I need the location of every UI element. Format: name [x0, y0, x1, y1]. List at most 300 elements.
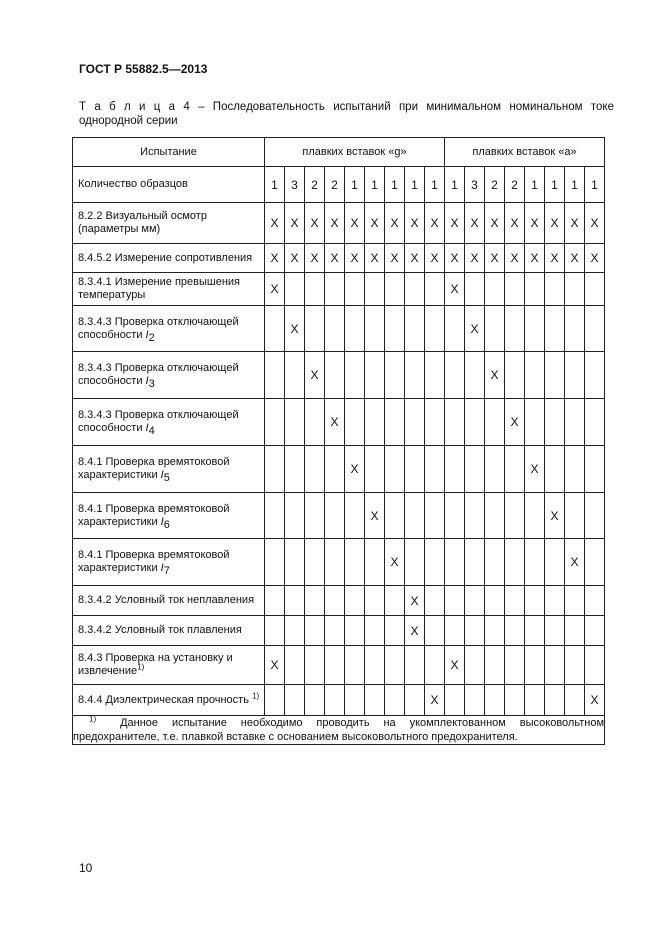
mark-cell [325, 539, 345, 586]
test-name-line-2: способности [78, 375, 146, 387]
current-symbol: I [145, 422, 149, 434]
mark-cell [505, 685, 525, 716]
mark-cell [365, 306, 385, 352]
mark-cell [425, 306, 445, 352]
mark-cell: X [585, 685, 605, 716]
mark-cell [485, 586, 505, 616]
sample-count-cell: 1 [425, 167, 445, 203]
test-name-line-2: способности [78, 422, 146, 434]
mark-cell: X [505, 399, 525, 446]
mark-cell [505, 586, 525, 616]
sample-count-cell: 2 [505, 167, 525, 203]
mark-cell [585, 493, 605, 539]
mark-cell: X [305, 352, 325, 399]
current-subscript: 6 [163, 518, 170, 531]
mark-cell: X [325, 203, 345, 244]
mark-cell [445, 586, 465, 616]
mark-cell [305, 399, 325, 446]
current-symbol: I [160, 469, 164, 481]
mark-cell [525, 586, 545, 616]
mark-cell: X [405, 616, 425, 646]
test-name-line-1: 8.3.4.1 Измерение превышения [78, 276, 241, 288]
current-subscript: 5 [163, 472, 170, 485]
mark-cell [445, 399, 465, 446]
mark-cell [565, 685, 585, 716]
mark-cell [505, 352, 525, 399]
sample-count-cell: 1 [345, 167, 365, 203]
mark-cell [425, 446, 445, 493]
mark-cell [305, 616, 325, 646]
mark-cell [565, 446, 585, 493]
mark-cell [525, 685, 545, 716]
mark-cell: X [345, 203, 365, 244]
mark-cell [465, 399, 485, 446]
document-header: ГОСТ Р 55882.5—2013 [79, 62, 208, 76]
mark-cell [425, 539, 445, 586]
mark-cell [525, 306, 545, 352]
mark-cell: X [505, 203, 525, 244]
mark-cell [305, 493, 325, 539]
mark-cell [385, 446, 405, 493]
mark-cell [485, 493, 505, 539]
mark-cell [405, 273, 425, 306]
mark-cell [545, 306, 565, 352]
sample-count-cell: 3 [465, 167, 485, 203]
mark-cell: X [305, 203, 325, 244]
mark-cell [305, 273, 325, 306]
mark-cell [425, 616, 445, 646]
mark-cell: X [485, 352, 505, 399]
test-name-cell [73, 244, 265, 273]
mark-cell: X [425, 203, 445, 244]
mark-cell [265, 539, 285, 586]
mark-cell [445, 616, 465, 646]
table-row [73, 616, 605, 646]
mark-cell [325, 646, 345, 685]
table-row [73, 539, 605, 586]
mark-cell [445, 446, 465, 493]
mark-cell: X [525, 446, 545, 493]
mark-cell: X [585, 244, 605, 273]
mark-cell [385, 685, 405, 716]
mark-cell [325, 685, 345, 716]
sample-count-cell: 2 [485, 167, 505, 203]
mark-cell [425, 352, 445, 399]
mark-cell [365, 646, 385, 685]
mark-cell [485, 446, 505, 493]
mark-cell: X [445, 273, 465, 306]
mark-cell [585, 586, 605, 616]
table-row [73, 352, 605, 399]
mark-cell [565, 273, 585, 306]
test-name-line-1: 8.3.4.2 Условный ток неплавления [78, 594, 255, 606]
mark-cell [265, 586, 285, 616]
mark-cell: X [405, 586, 425, 616]
current-subscript: 4 [148, 425, 155, 438]
mark-cell [505, 616, 525, 646]
table-row [73, 273, 605, 306]
mark-cell: X [285, 203, 305, 244]
mark-cell [325, 306, 345, 352]
column-header-test: Испытание [73, 138, 265, 167]
table-row [73, 203, 605, 244]
table-row [73, 306, 605, 352]
mark-cell [385, 352, 405, 399]
group-header-g: плавких вставок «g» [265, 138, 445, 167]
mark-cell [285, 685, 305, 716]
mark-cell: X [565, 539, 585, 586]
mark-cell [465, 446, 485, 493]
sample-count-cell: 3 [285, 167, 305, 203]
mark-cell [265, 399, 285, 446]
test-name-line-1: 8.2.2 Визуальный осмотр [78, 210, 207, 222]
mark-cell [545, 685, 565, 716]
mark-cell [545, 616, 565, 646]
mark-cell: X [505, 244, 525, 273]
table-footnote [73, 716, 605, 745]
mark-cell [545, 446, 565, 493]
mark-cell [545, 646, 565, 685]
mark-cell [345, 352, 365, 399]
mark-cell [545, 273, 565, 306]
mark-cell [325, 616, 345, 646]
mark-cell [445, 352, 465, 399]
mark-cell [565, 646, 585, 685]
mark-cell [345, 685, 365, 716]
test-name-cell [73, 399, 265, 446]
mark-cell [345, 493, 365, 539]
mark-cell [545, 399, 565, 446]
test-name-line-1: 8.3.4.2 Условный ток плавления [78, 624, 242, 636]
mark-cell [285, 446, 305, 493]
mark-cell [485, 539, 505, 586]
test-name-line-1: 8.3.4.3 Проверка отключающей [78, 409, 239, 421]
mark-cell [585, 646, 605, 685]
mark-cell: X [445, 203, 465, 244]
mark-cell [485, 399, 505, 446]
mark-cell: X [365, 493, 385, 539]
mark-cell [265, 352, 285, 399]
table-row [73, 493, 605, 539]
table-header-row [73, 138, 605, 167]
mark-cell: X [325, 244, 345, 273]
test-name-cell [73, 493, 265, 539]
mark-cell [585, 539, 605, 586]
mark-cell [405, 493, 425, 539]
mark-cell [365, 399, 385, 446]
mark-cell [265, 685, 285, 716]
sample-count-cell: 1 [445, 167, 465, 203]
mark-cell [285, 399, 305, 446]
test-name-cell [73, 616, 265, 646]
mark-cell [345, 399, 365, 446]
mark-cell [285, 616, 305, 646]
mark-cell [545, 539, 565, 586]
mark-cell [525, 493, 545, 539]
sample-count-cell: 1 [365, 167, 385, 203]
footnote-text: Данное испытание необходимо проводить на укомплектованном высоковольтном предохранителе, т.е. плавкой вставке с основанием высоковольтного предохранителя. [73, 717, 604, 743]
test-name-cell [73, 306, 265, 352]
page-number: 10 [79, 861, 93, 875]
mark-cell [285, 493, 305, 539]
sample-count-cell: 1 [585, 167, 605, 203]
mark-cell [485, 616, 505, 646]
mark-cell: X [365, 244, 385, 273]
mark-cell: X [545, 203, 565, 244]
current-symbol: I [160, 562, 164, 574]
mark-cell: X [385, 244, 405, 273]
table-row [73, 685, 605, 716]
footnote-mark: 1) [89, 715, 97, 724]
mark-cell [325, 446, 345, 493]
mark-cell [585, 446, 605, 493]
mark-cell [345, 646, 365, 685]
test-name-cell [73, 685, 265, 716]
mark-cell: X [265, 244, 285, 273]
table-row [73, 399, 605, 446]
mark-cell [425, 399, 445, 446]
mark-cell [425, 273, 445, 306]
mark-cell [485, 685, 505, 716]
mark-cell [465, 539, 485, 586]
mark-cell: X [265, 273, 285, 306]
test-name-cell [73, 586, 265, 616]
mark-cell [345, 586, 365, 616]
test-name-line-1: 8.4.5.2 Измерение сопротивления [78, 251, 253, 264]
sample-count-label: Количество образцов [73, 167, 265, 203]
mark-cell: X [565, 244, 585, 273]
mark-cell [365, 586, 385, 616]
mark-cell [285, 273, 305, 306]
mark-cell: X [385, 203, 405, 244]
mark-cell [525, 273, 545, 306]
test-name-line-2: извлечение [78, 665, 138, 677]
sample-count-cell: 1 [385, 167, 405, 203]
mark-cell [465, 685, 485, 716]
mark-cell [585, 306, 605, 352]
mark-cell [425, 493, 445, 539]
mark-cell [445, 493, 465, 539]
sample-count-cell: 1 [545, 167, 565, 203]
mark-cell [505, 539, 525, 586]
mark-cell [385, 399, 405, 446]
mark-cell [565, 586, 585, 616]
test-name-line-2: температуры [78, 289, 146, 301]
mark-cell: X [485, 203, 505, 244]
current-subscript: 2 [148, 331, 155, 344]
current-subscript: 7 [163, 565, 170, 578]
test-name-line-1: 8.3.4.3 Проверка отключающей [78, 362, 239, 374]
mark-cell: X [405, 244, 425, 273]
mark-cell [445, 306, 465, 352]
mark-cell: X [525, 244, 545, 273]
mark-cell: X [445, 244, 465, 273]
mark-cell [565, 616, 585, 646]
test-name-cell [73, 273, 265, 306]
current-symbol: I [145, 375, 149, 387]
sample-count-cell: 2 [325, 167, 345, 203]
mark-cell [465, 493, 485, 539]
mark-cell [385, 493, 405, 539]
mark-cell [505, 273, 525, 306]
mark-cell: X [425, 685, 445, 716]
table-note-row [73, 716, 605, 745]
test-name-line-1: 8.4.1 Проверка времятоковой [78, 456, 230, 468]
mark-cell [465, 273, 485, 306]
mark-cell [505, 446, 525, 493]
mark-cell [405, 646, 425, 685]
mark-cell [465, 352, 485, 399]
mark-cell: X [525, 203, 545, 244]
mark-cell [405, 685, 425, 716]
mark-cell: X [305, 244, 325, 273]
mark-cell [485, 306, 505, 352]
mark-cell [325, 352, 345, 399]
mark-cell [505, 306, 525, 352]
mark-cell [305, 306, 325, 352]
mark-cell [345, 539, 365, 586]
mark-cell [385, 273, 405, 306]
footnote-ref: 1) [252, 690, 260, 700]
sample-count-cell: 1 [265, 167, 285, 203]
footnote-ref: 1) [137, 662, 145, 672]
mark-cell [485, 646, 505, 685]
mark-cell [525, 352, 545, 399]
mark-cell [405, 539, 425, 586]
group-header-a: плавких вставок «а» [445, 138, 605, 167]
mark-cell [385, 616, 405, 646]
mark-cell: X [405, 203, 425, 244]
mark-cell [265, 446, 285, 493]
test-name-line-1: 8.4.1 Проверка времятоковой [78, 549, 230, 561]
test-name-line-1: 8.4.4 Диэлектрическая прочность [78, 693, 252, 706]
mark-cell: X [585, 203, 605, 244]
mark-cell: X [545, 493, 565, 539]
mark-cell: X [265, 203, 285, 244]
mark-cell: X [345, 244, 365, 273]
test-name-line-1: 8.4.3 Проверка на установку и [78, 652, 233, 664]
table-caption-line-2: однородной серии [79, 115, 178, 127]
mark-cell [465, 586, 485, 616]
table-row [73, 646, 605, 685]
mark-cell [585, 352, 605, 399]
mark-cell: X [465, 306, 485, 352]
mark-cell [565, 399, 585, 446]
mark-cell [405, 399, 425, 446]
mark-cell [305, 646, 325, 685]
mark-cell [325, 586, 345, 616]
mark-cell [465, 616, 485, 646]
mark-cell [585, 399, 605, 446]
mark-cell [365, 446, 385, 493]
mark-cell [525, 539, 545, 586]
mark-cell [325, 273, 345, 306]
mark-cell: X [445, 646, 465, 685]
sample-count-cell: 1 [565, 167, 585, 203]
sample-count-cell: 2 [305, 167, 325, 203]
test-name-cell [73, 646, 265, 685]
mark-cell [505, 646, 525, 685]
mark-cell [365, 352, 385, 399]
mark-cell [365, 539, 385, 586]
mark-cell: X [325, 399, 345, 446]
current-subscript: 3 [148, 378, 155, 391]
mark-cell [405, 306, 425, 352]
mark-cell: X [565, 203, 585, 244]
mark-cell [365, 273, 385, 306]
test-name-line-2: способности [78, 328, 146, 341]
mark-cell [365, 616, 385, 646]
mark-cell [285, 539, 305, 586]
mark-cell [505, 493, 525, 539]
mark-cell [565, 493, 585, 539]
mark-cell [585, 616, 605, 646]
mark-cell [565, 306, 585, 352]
mark-cell [265, 306, 285, 352]
mark-cell [405, 446, 425, 493]
mark-cell [305, 685, 325, 716]
mark-cell: X [345, 446, 365, 493]
mark-cell [525, 646, 545, 685]
mark-cell [345, 273, 365, 306]
table-caption-line-1: Т а б л и ц а 4 – Последовательность испытаний при минимальном номинальном токе [79, 101, 614, 113]
mark-cell [305, 446, 325, 493]
mark-cell [425, 646, 445, 685]
mark-cell: X [285, 306, 305, 352]
mark-cell [425, 586, 445, 616]
mark-cell: X [365, 203, 385, 244]
mark-cell: X [485, 244, 505, 273]
mark-cell: X [385, 539, 405, 586]
mark-cell [445, 685, 465, 716]
mark-cell: X [465, 203, 485, 244]
mark-cell [525, 616, 545, 646]
mark-cell [365, 685, 385, 716]
mark-cell [345, 616, 365, 646]
test-name-cell [73, 203, 265, 244]
mark-cell [385, 306, 405, 352]
table-row [73, 586, 605, 616]
mark-cell [465, 646, 485, 685]
test-name-cell [73, 352, 265, 399]
mark-cell [265, 616, 285, 646]
mark-cell [545, 586, 565, 616]
mark-cell [305, 539, 325, 586]
mark-cell [545, 352, 565, 399]
sample-count-cell: 1 [405, 167, 425, 203]
mark-cell [325, 493, 345, 539]
sample-count-cell: 1 [525, 167, 545, 203]
mark-cell [305, 586, 325, 616]
test-name-cell [73, 539, 265, 586]
mark-cell: X [285, 244, 305, 273]
table-row [73, 244, 605, 273]
mark-cell [565, 352, 585, 399]
test-name-line-2: характеристики [78, 469, 161, 481]
test-name-line-2: характеристики [78, 562, 161, 574]
mark-cell [285, 586, 305, 616]
mark-cell: X [465, 244, 485, 273]
mark-cell: X [425, 244, 445, 273]
mark-cell: X [265, 646, 285, 685]
test-name-line-2: (параметры мм) [78, 223, 161, 235]
test-name-line-2: характеристики [78, 515, 161, 528]
mark-cell [405, 352, 425, 399]
mark-cell [265, 493, 285, 539]
test-sequence-table [72, 137, 605, 745]
mark-cell [285, 352, 305, 399]
mark-cell [385, 646, 405, 685]
